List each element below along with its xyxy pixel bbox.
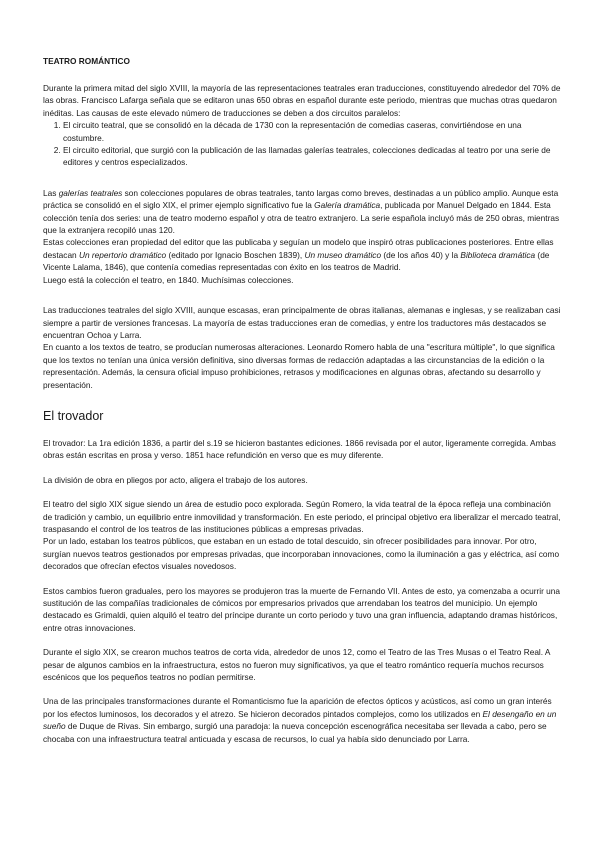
text-run: (editado por Ignacio Boschen 1839), bbox=[166, 249, 305, 260]
italic-term: Un repertorio dramático bbox=[78, 249, 167, 260]
corta-vida-paragraph: Durante el siglo XIX, se crearon muchos teatros de corta vida, alrededor de unos 12, como el Teatro de las Tres Musas o el Teatro Real. A pesar de algunos cambios en la infraestructura, estos no fueron muy significativos, ya que el teatro romántico requería muchos recursos escénicos que los pequeños teatros no podían permitirse. bbox=[43, 647, 551, 683]
text-run: son colecciones populares de obras teatrales, tanto largas como breves, destinadas a un público amplio. Aunque esta práctica se consolidó en el siglo XIX, el primer ejemplo significativo fue la bbox=[43, 187, 559, 211]
siglo-xix-paragraph: El teatro del siglo XIX sigue siendo un área de estudio poco explorada. Según Romero, la vida teatral de la época refleja una combinación de tradición y cambio, un equilibrio entre inmovilidad y transformación. En este periodo, el principal objetivo era liberalizar el mercado teatral, traspasando el control de los teatros de las instituciones públicas a empresas privadas. bbox=[43, 499, 561, 534]
section-heading: El trovador bbox=[43, 408, 104, 423]
italic-term: Un museo dramático bbox=[304, 249, 382, 260]
intro-paragraph: Durante la primera mitad del siglo XVIII, la mayoría de las representaciones teatrales eran traducciones, constituyendo alrededor del 70% de las obras. Francisco Lafarga señala que se editaron unas 650 obras en español durante este periodo, mientras que muchas otras quedaron inéditas. Las causas de este elevado número de traducciones se deben a dos circuitos paralelos: bbox=[43, 83, 561, 118]
pliegos-paragraph: La división de obra en pliegos por acto, aligera el trabajo de los autores. bbox=[43, 474, 308, 485]
text-run: de Duque de Rivas. Sin embargo, surgió una paradoja: la nueva concepción escenográfica necesitaba ser llevada a cabo, pero se chocaba con una infraestructura teatral anticuada y escasa de recursos, lo cual ya había sido denunciado por Larra. bbox=[43, 721, 547, 744]
text-run: (de Vicente Lalama, 1846), que contenía comedias representadas con éxito en los teatros de Madrid. bbox=[43, 249, 550, 273]
italic-term: Biblioteca dramática bbox=[460, 249, 536, 260]
text-run: Una de las principales transformaciones durante el Romanticismo fue la aparición de efectos ópticos y acústicos, así como un gran interés por los efectos luminosos, los decorados y el atrezo. Se hicieron decorados pintados complejos, como los utilizados en bbox=[43, 696, 552, 719]
textos-paragraph: En cuanto a los textos de teatro, se producían numerosas alteraciones. Leonardo Romero habla de una "escritura múltiple", lo que significa que los textos no tenían una única versión definitiva, sino diversas formas de redacción adaptadas a las circunstancias de la edición o la representación. Además, la censura oficial impuso prohibiciones, retrasos y modificaciones en algunas obras, afectando su desarrollo y presentación. bbox=[43, 342, 555, 390]
trovador-paragraph: El trovador: La 1ra edición 1836, a partir del s.19 se hicieron bastantes ediciones. 1866 revisada por el autor, ligeramente corregida. Ambas obras están escritas en prosa y verso. 1851 hace refundición en verso que es muy diferente. bbox=[43, 437, 556, 461]
list-item: 2. El circuito editorial, que surgió con la publicación de las llamadas galerías teatrales, colecciones dedicadas al teatro por una serie de editores y centros especializados. bbox=[63, 144, 561, 169]
circuits-list bbox=[43, 119, 561, 169]
text-run: Estas colecciones eran propiedad del editor que las publicaba y seguían un modelo que inspiró otras publicaciones posteriores. Entre ellas destacan bbox=[43, 237, 554, 260]
italic-term: El desengaño en un sueño bbox=[43, 708, 557, 732]
colecciones-paragraph bbox=[43, 236, 561, 273]
text-run: (de los años 40) y la bbox=[381, 249, 461, 260]
text-run: Las bbox=[43, 187, 59, 198]
italic-term: Galería dramática bbox=[314, 200, 381, 211]
cambios-paragraph: Estos cambios fueron graduales, pero los mayores se produjeron tras la muerte de Fernando VII. Antes de esto, ya comenzaba a ocurrir una sustitución de las compañías tradicionales de cómicos por empresarios privados que arrendaban los teatros del municipio. Un ejemplo destacado es Grimaldi, quien alquiló el teatro del príncipe durante un corto periodo y tuvo una gran influencia, adaptando dramas históricos, entre otras innovaciones. bbox=[43, 585, 560, 633]
transformaciones-paragraph bbox=[43, 695, 561, 745]
galerias-paragraph bbox=[43, 187, 561, 237]
text-run: , publicada por Manuel Delgado en 1844. Esta colección tenía dos series: una de teatro moderno español y otra de teatro extranjero. La serie española incluyó más de 250 obras, mientras que la extranjera recopiló unas 120. bbox=[43, 200, 560, 236]
traducciones-paragraph: Las traducciones teatrales del siglo XVIII, aunque escasas, eran principalmente de obras italianas, alemanas e inglesas, y se realizaban casi siempre a partir de versiones francesas. La mayoría de estas traducciones eran de comedias, y entre los traductores más destacados se encuentran Ochoa y Larra. bbox=[43, 305, 561, 340]
italic-term: galerías teatrales bbox=[58, 187, 123, 198]
teatros-publicos-paragraph: Por un lado, estaban los teatros públicos, que estaban en un estado de total descuido, sin ofrecer posibilidades para innovar. Por otro, surgían nuevos teatros gestionados por empresas privadas, que incorporaban innovaciones, como la iluminación a gas y eléctrica, así como decorados que ofrecían efectos visuales novedosos. bbox=[43, 536, 560, 572]
luego-paragraph: Luego está la colección el teatro, en 1840. Muchísimas colecciones. bbox=[43, 274, 294, 285]
document-title: TEATRO ROMÁNTICO bbox=[43, 56, 130, 66]
document-body bbox=[43, 56, 561, 745]
list-item: 1. El circuito teatral, que se consolidó en la década de 1730 con la representación de comedias caseras, convirtiéndose en una costumbre. bbox=[63, 119, 561, 144]
